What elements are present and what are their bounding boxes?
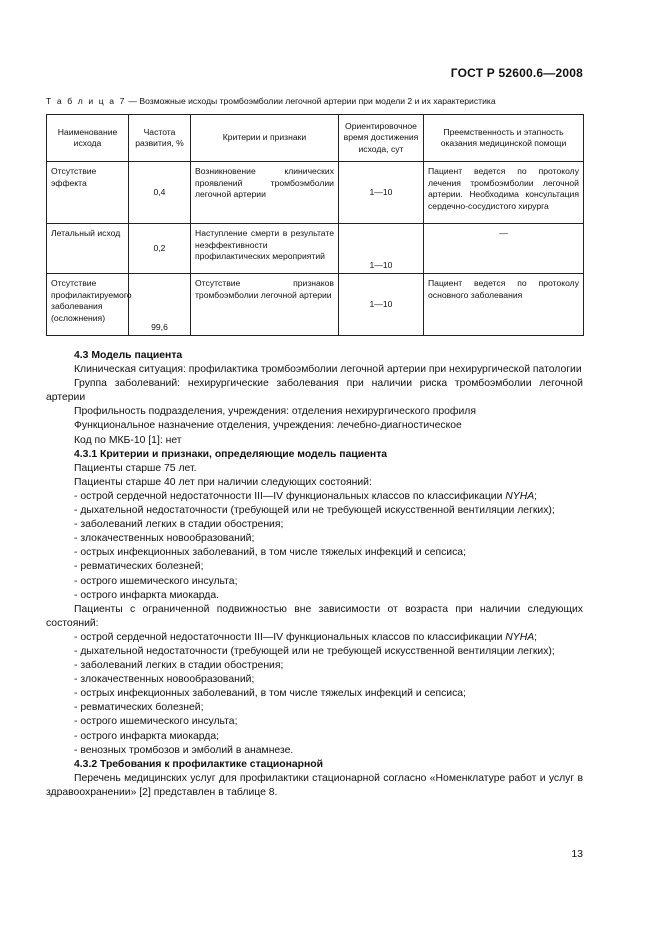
criteria-text: Отсутствие признаков тромбоэмболии легочной артерии bbox=[195, 278, 334, 300]
subsection-heading: 4.3.1 Критерии и признаки, определяющие модель пациента bbox=[74, 448, 388, 460]
continuity-cell bbox=[424, 224, 584, 274]
criteria-cell bbox=[191, 224, 339, 274]
frequency-cell bbox=[129, 224, 191, 274]
list-item: - ревматических болезней; bbox=[74, 561, 204, 573]
paragraph: Группа заболеваний: нехирургические заболевания при наличии риска тромбоэмболии легочной артерии bbox=[46, 378, 583, 404]
table-row bbox=[47, 224, 584, 274]
list-item: - дыхательной недостаточности (требующей или не требующей искусственной вентиляции легких); bbox=[74, 645, 555, 657]
criteria-text: Наступление смерти в результате неэффективности профилактических мероприятий bbox=[195, 228, 334, 261]
paragraph: Функциональное назначение отделения, учреждения: лечебно-диагностическое bbox=[74, 420, 462, 432]
outcome-cell bbox=[47, 162, 129, 224]
paragraph: Профильность подразделения, учреждения: отделения нехирургического профиля bbox=[74, 406, 476, 418]
list-item: - злокачественных новообразований; bbox=[74, 533, 255, 545]
paragraph: Пациенты старше 75 лет. bbox=[74, 462, 197, 474]
column-header: Частота развития, % bbox=[129, 115, 191, 162]
page-number: 13 bbox=[571, 848, 583, 860]
continuity-cell bbox=[424, 274, 584, 336]
paragraph: Клиническая ситуация: профилактика тромбоэмболии легочной артерии при нехирургической патологии bbox=[74, 364, 582, 376]
time-cell bbox=[339, 274, 424, 336]
list-item: - острых инфекционных заболеваний, в том числе тяжелых инфекций и сепсиса; bbox=[74, 547, 466, 559]
paragraph: Код по МКБ-10 [1]: нет bbox=[74, 434, 182, 446]
table-caption-text: — Возможные исходы тромбоэмболии легочной артерии при модели 2 и их характеристика bbox=[125, 96, 496, 106]
list-item: - острой сердечной недостаточности III—IV функциональных классов по классификации NYHA; bbox=[74, 631, 538, 643]
outcome-text: Летальный исход bbox=[51, 228, 121, 238]
paragraph: Перечень медицинских услуг для профилактики стационарной согласно «Номенклатуре работ и услуг в здравоохранении» [2] представлен в таблице 8. bbox=[46, 772, 583, 798]
frequency-value: 0,2 bbox=[153, 242, 166, 253]
list-item: - венозных тромбозов и эмболий в анамнезе. bbox=[74, 744, 294, 756]
outcome-text: Отсутствие эффекта bbox=[51, 166, 97, 188]
table-caption bbox=[46, 96, 606, 106]
column-header: Критерии и признаки bbox=[191, 115, 339, 162]
continuity-text: — bbox=[499, 228, 508, 238]
paragraph: Пациенты старше 40 лет при наличии следующих состояний: bbox=[74, 476, 372, 488]
criteria-text: Возникновение клинических проявлений тромбоэмболии легочной артерии bbox=[195, 166, 334, 199]
continuity-text: Пациент ведется по протоколу основного заболевания bbox=[428, 278, 579, 300]
criteria-cell bbox=[191, 274, 339, 336]
continuity-text: Пациент ведется по протоколу лечения тромбоэмболии легочной артерии. Необходима консультация сердечно-сосудистого хирурга bbox=[428, 166, 579, 211]
list-item: - заболеваний легких в стадии обострения; bbox=[74, 660, 284, 672]
frequency-cell bbox=[129, 162, 191, 224]
outcome-cell bbox=[47, 224, 129, 274]
list-item: - заболеваний легких в стадии обострения; bbox=[74, 519, 284, 531]
paragraph: Пациенты с ограниченной подвижностью вне зависимости от возраста при наличии следующих состояний: bbox=[46, 603, 583, 629]
outcomes-table bbox=[46, 114, 584, 336]
subsection-heading: 4.3.2 Требования к профилактике стационарной bbox=[74, 758, 323, 770]
outcome-text: Отсутствие профилактируемого заболевания (осложнения) bbox=[51, 278, 132, 323]
list-item: - острого ишемического инсульта; bbox=[74, 716, 238, 728]
table-row bbox=[47, 162, 584, 224]
column-header: Наименование исхода bbox=[47, 115, 129, 162]
list-item: - дыхательной недостаточности (требующей или не требующей искусственной вентиляции легких); bbox=[74, 505, 555, 517]
column-header: Ориентировочное время достижения исхода, сут bbox=[339, 115, 424, 162]
time-value: 1—10 bbox=[369, 259, 393, 270]
continuity-cell bbox=[424, 162, 584, 224]
table-row bbox=[47, 274, 584, 336]
list-item: - острого ишемического инсульта; bbox=[74, 575, 238, 587]
section-heading: 4.3 Модель пациента bbox=[74, 350, 183, 361]
frequency-cell bbox=[129, 274, 191, 336]
frequency-value: 99,6 bbox=[151, 321, 168, 332]
time-value: 1—10 bbox=[369, 186, 393, 197]
table-caption-label: Т а б л и ц а 7 bbox=[46, 96, 126, 106]
body-text bbox=[46, 349, 583, 800]
time-value: 1—10 bbox=[369, 298, 393, 309]
outcome-cell bbox=[47, 274, 132, 336]
list-item: - острых инфекционных заболеваний, в том числе тяжелых инфекций и сепсиса; bbox=[74, 688, 466, 700]
standard-number: ГОСТ Р 52600.6—2008 bbox=[450, 66, 583, 80]
list-item: - острой сердечной недостаточности III—IV функциональных классов по классификации NYHA; bbox=[74, 490, 538, 502]
list-item: - острого инфаркта миокарда. bbox=[74, 589, 220, 601]
list-item: - злокачественных новообразований; bbox=[74, 674, 255, 686]
list-item: - острого инфаркта миокарда; bbox=[74, 730, 220, 742]
frequency-value: 0,4 bbox=[153, 186, 166, 197]
list-item: - ревматических болезней; bbox=[74, 702, 204, 714]
time-cell bbox=[339, 224, 424, 274]
table-header-row bbox=[47, 115, 584, 162]
criteria-cell bbox=[191, 162, 339, 224]
time-cell bbox=[339, 162, 424, 224]
column-header: Преемственность и этапность оказания медицинской помощи bbox=[424, 115, 584, 162]
